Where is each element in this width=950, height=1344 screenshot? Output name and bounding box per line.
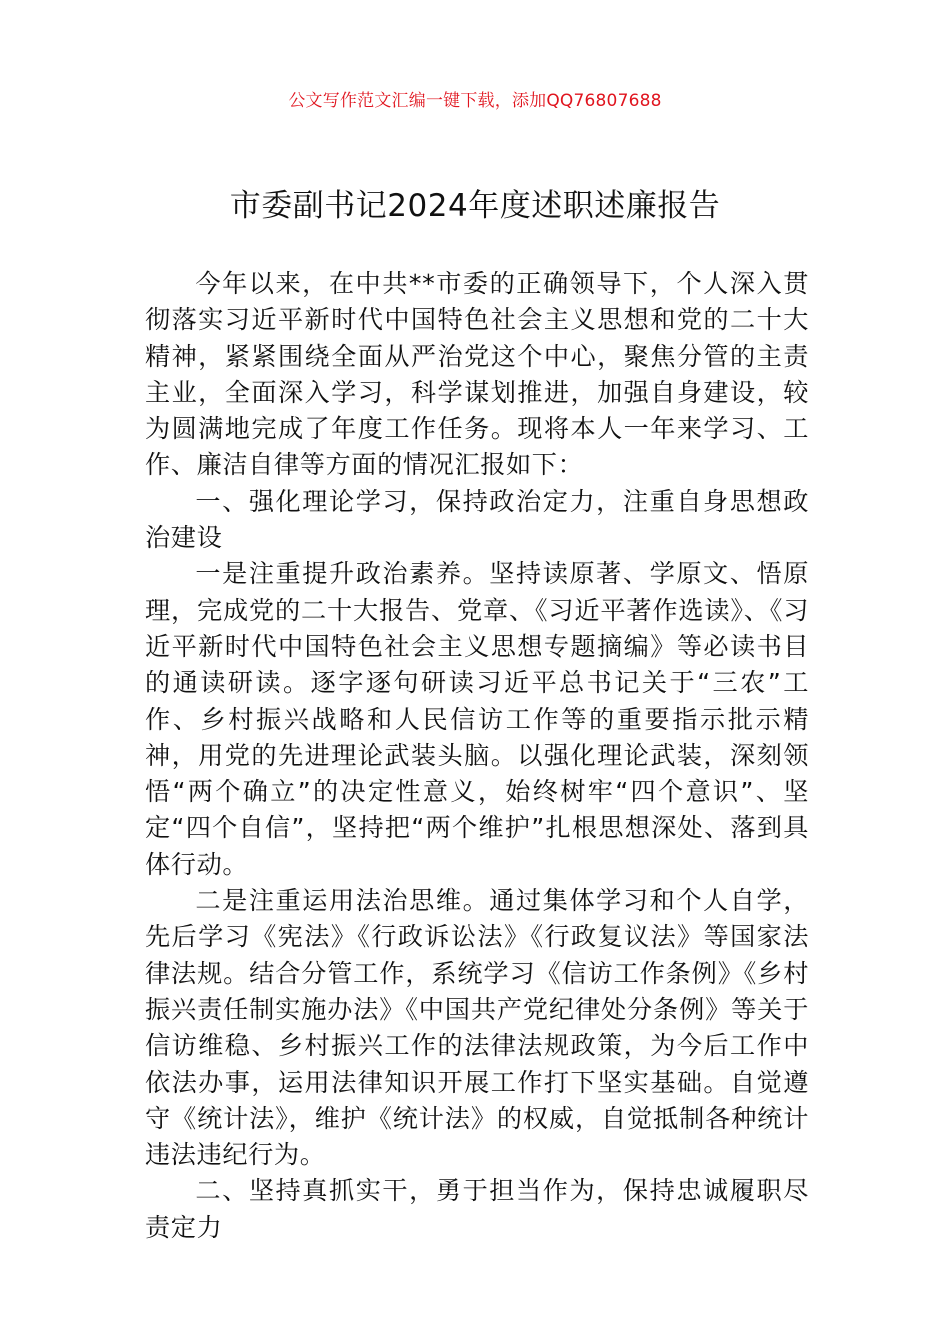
document-title: 市委副书记2024年度述职述廉报告 (229, 188, 721, 224)
section-heading-2: 二、坚持真抓实干，勇于担当作为，保持忠诚履职尽责定力 (145, 1176, 809, 1242)
paragraph-rule-of-law: 二是注重运用法治思维。通过集体学习和个人自学，先后学习《宪法》《行政诉讼法》《行政复议法》等国家法律法规。结合分管工作，系统学习《信访工作条例》《乡村振兴责任制实施办法》《中国共产党纪律处分条例》等关于信访维稳、乡村振兴工作的法律法规政策，为今后工作中依法办事，运用法律知识开展工作打下坚实基础。自觉遵守《统计法》，维护《统计法》的权威，自觉抵制各种统计违法违纪行为。 (145, 886, 809, 1170)
paragraph-political-literacy: 一是注重提升政治素养。坚持读原著、学原文、悟原理，完成党的二十大报告、党章、《习近平著作选读》、《习近平新时代中国特色社会主义思想专题摘编》等必读书目的通读研读。逐字逐句研读习近平总书记关于“三农”工作、乡村振兴战略和人民信访工作等的重要指示批示精神，用党的先进理论武装头脑。以强化理论武装，深刻领悟“两个确立”的决定性意义，始终树牢“四个意识”、坚定“四个自信”，坚持把“两个维护”扎根思想深处、落到具体行动。 (145, 559, 809, 879)
section-heading-1: 一、强化理论学习，保持政治定力，注重自身思想政治建设 (145, 486, 809, 553)
document-body (145, 266, 809, 1246)
paragraph-intro: 今年以来，在中共**市委的正确领导下，个人深入贯彻落实习近平新时代中国特色社会主义思想和党的二十大精神，紧紧围绕全面从严治党这个中心，聚焦分管的主责主业，全面深入学习，科学谋划推进，加强自身建设，较为圆满地完成了年度工作任务。现将本人一年来学习、工作、廉洁自律等方面的情况汇报如下： (145, 269, 809, 480)
header-note: 公文写作范文汇编一键下载，添加QQ76807688 (288, 91, 662, 111)
